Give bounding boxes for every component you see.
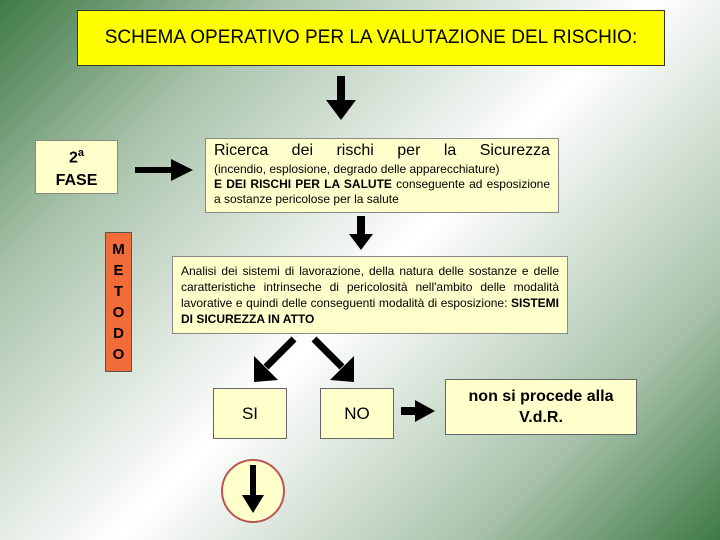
metodo-letter: O [112, 346, 125, 363]
ricerca-tail: conseguente ad esposizione a sostanze pericolose per la salute [214, 177, 550, 206]
ricerca-plain: (incendio, esplosione, degrado delle apparecchiature) [214, 162, 500, 176]
si-label: SI [241, 403, 259, 423]
metodo-letter: E [113, 262, 124, 279]
down-arrow-circle [241, 465, 265, 515]
metodo-letter: T [113, 283, 124, 300]
ricerca-heading: Ricerca dei rischi per la Sicurezza [214, 142, 550, 159]
analisi-text: Analisi dei sistemi di lavorazione, della natura delle sostanze e delle caratteristiche intrinseche di pericolosità nell'ambito delle modalità lavorative e quindi delle conseguenti modalità di esposizione: [181, 264, 559, 310]
ricerca-bold: E DEI RISCHI PER LA SALUTE [214, 177, 392, 191]
title-text: SCHEMA OPERATIVO PER LA VALUTAZIONE DEL RISCHIO: [104, 27, 638, 48]
metodo-letter: O [112, 304, 125, 321]
down-arrow-title [324, 76, 358, 122]
ricerca-box [205, 138, 559, 213]
non-si-procede-line1: non si procede alla [468, 388, 614, 405]
no-box [320, 388, 394, 439]
non-si-procede-line2: V.d.R. [519, 409, 563, 426]
si-box [213, 388, 287, 439]
fase-label: FASE [55, 171, 98, 189]
metodo-letter: M [112, 241, 125, 258]
fase-number: 2$^a$ [68, 147, 85, 167]
down-arrow-ricerca [348, 216, 374, 252]
right-arrow-no [401, 399, 437, 423]
analisi-box [172, 256, 568, 334]
fase-box [35, 140, 118, 194]
metodo-letter: D [113, 325, 124, 342]
non-si-procede-box [445, 379, 637, 435]
ricerca-body [214, 162, 550, 207]
diagonal-arrow-left [250, 336, 300, 386]
diagram-title [77, 10, 665, 66]
metodo-box [105, 232, 132, 372]
analisi-bold: SISTEMI DI SICUREZZA IN ATTO [181, 296, 559, 326]
diagonal-arrow-right [308, 336, 358, 386]
no-label: NO [344, 403, 370, 423]
right-arrow-fase [135, 158, 195, 182]
